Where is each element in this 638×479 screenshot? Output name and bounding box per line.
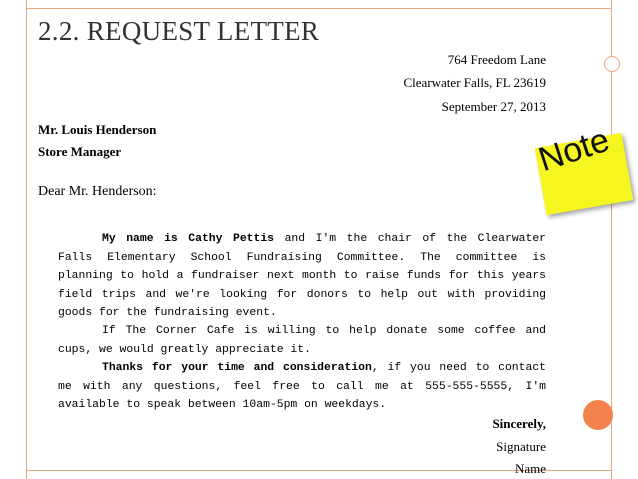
slide-title: 2.2. REQUEST LETTER — [38, 16, 320, 46]
letter-date: September 27, 2013 — [441, 99, 546, 114]
paragraph-1 — [58, 230, 546, 323]
paragraph-2 — [58, 322, 546, 359]
closing: Sincerely, — [492, 416, 546, 431]
decorative-circle-outline — [604, 56, 620, 72]
paragraph-1-text: and I'm the chair of the Clearwater Falls Elementary School Fundraising Committee. The committee is planning to hold a fundraiser next month to raise funds for this years field trips and we're looking for donors to help out with providing goods for the fundraising event. — [58, 233, 547, 319]
paragraph-3-text: , if you need to contact me with any questions, feel free to call me at 555-555-5555, I'm available to speak between 10am-5pm on weekdays. — [58, 362, 546, 411]
sender-city: Clearwater Falls, FL 23619 — [403, 75, 546, 90]
recipient-title: Store Manager — [38, 144, 122, 159]
paragraph-2-text: If The Corner Cafe is willing to help donate some coffee and cups, we would greatly appreciate it. — [58, 325, 546, 356]
sticky-note-label: Note — [533, 120, 615, 180]
paragraph-3-bold: Thanks for your time and consideration — [102, 362, 372, 374]
sender-name: Name — [514, 461, 546, 476]
top-border-line — [26, 8, 612, 9]
paragraph-1-bold: My name is Cathy Pettis — [102, 233, 275, 245]
signature: Signature — [496, 439, 546, 454]
salutation: Dear Mr. Henderson: — [38, 184, 157, 199]
sender-street: 764 Freedom Lane — [447, 52, 546, 67]
recipient-name: Mr. Louis Henderson — [38, 122, 157, 137]
decorative-circle-orange — [583, 400, 613, 430]
paragraph-3 — [58, 359, 546, 415]
